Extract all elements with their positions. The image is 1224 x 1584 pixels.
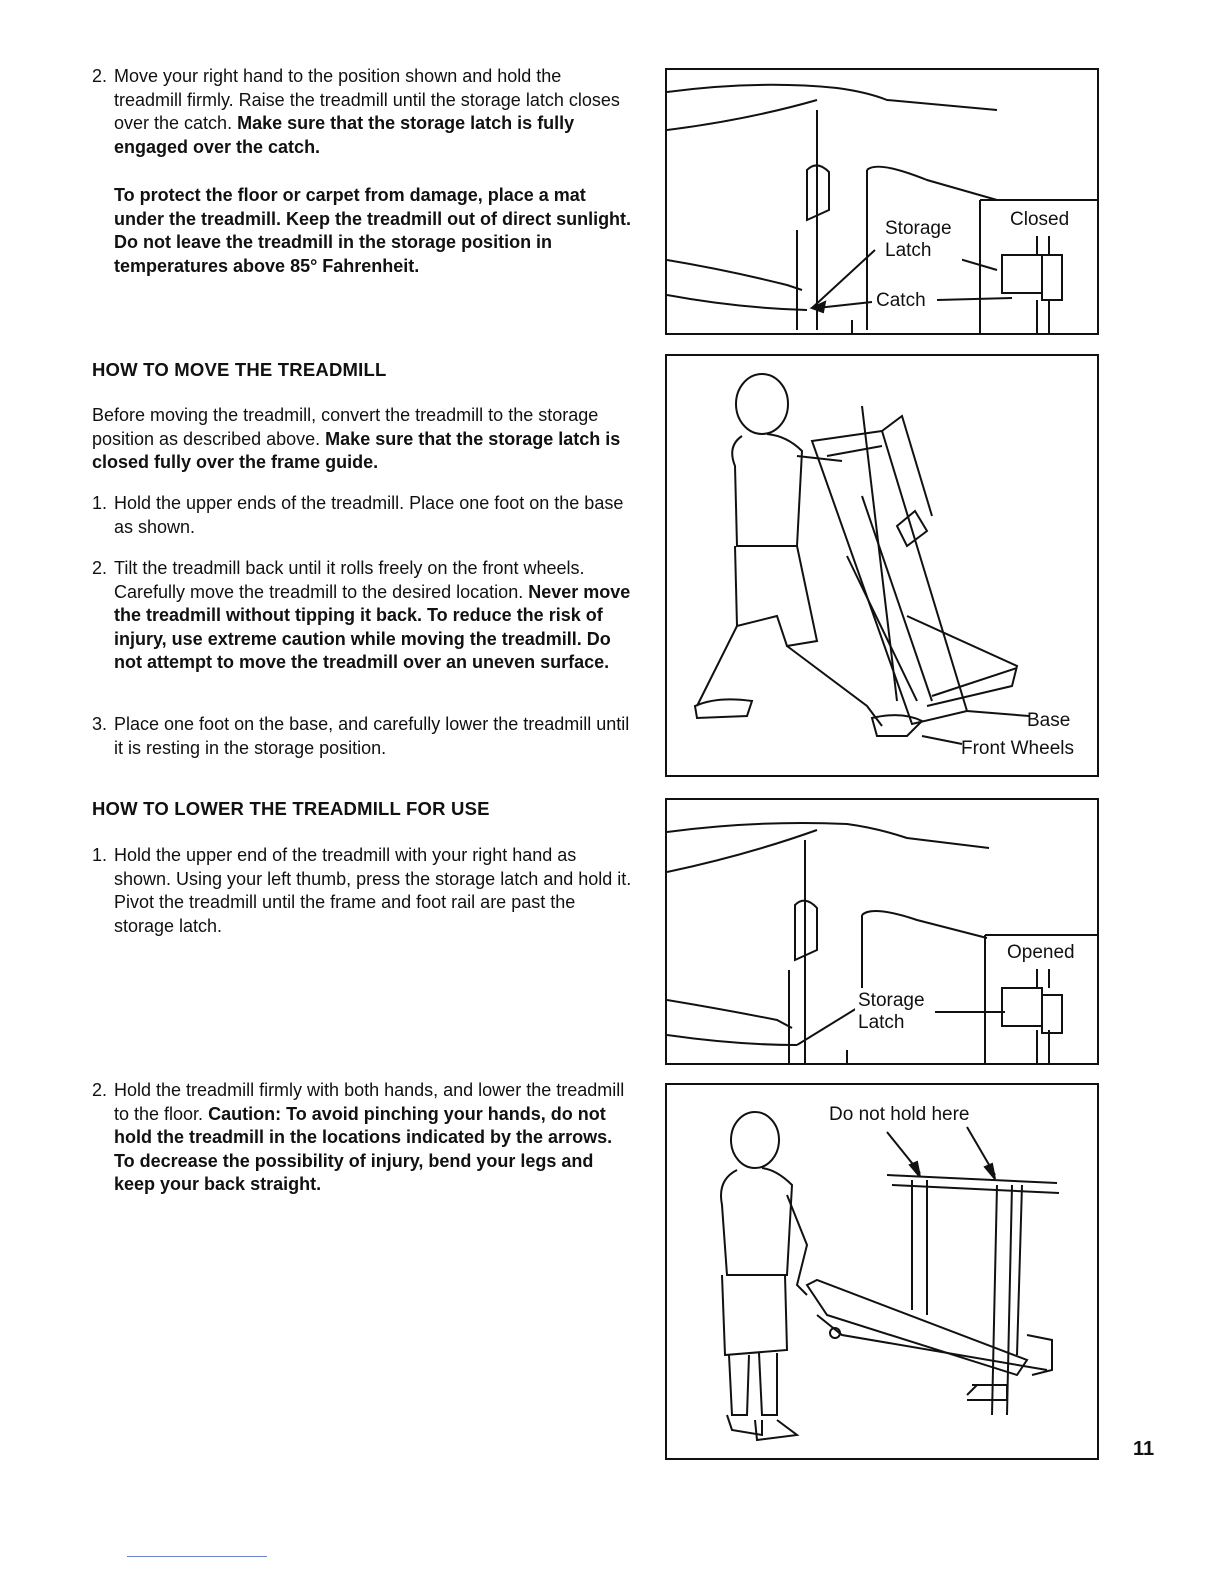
catch-label: Catch [876,290,926,311]
protect-warning [114,184,634,278]
list-item [92,65,632,159]
storage-label: Storage [858,990,925,1011]
list-item: 2. Hold the treadmill firmly with both hands, and lower the treadmill to the floor. Caution: To avoid pinching your hands, do not hold the treadmill in the locations indicated by the arrows. To decrease the possibility of injury, bend your legs and keep your back straight. [92,1080,625,1194]
opened-label: Opened [1007,942,1075,963]
figure-latch-closed [665,68,1099,335]
latch-opened-illustration [667,800,1099,1065]
page-number: 11 [1133,1438,1155,1460]
storage-label: Storage [885,218,952,239]
figure-moving-treadmill [665,354,1099,777]
list-item: 2. Tilt the treadmill back until it rolls freely on the front wheels. Carefully move the treadmill to the desired location. Never move the treadmill without tipping it back. To reduce the risk of injury, use extreme caution while moving the treadmill. Do not attempt to move the treadmill over an uneven surface. [92,558,631,672]
move-intro: Before moving the treadmill, convert the treadmill to the storage position as described above. Make sure that the storage latch is closed fully over the frame guide. [92,405,621,472]
lower-step-1 [92,844,632,938]
move-heading: HOW TO MOVE THE TREADMILL [92,359,387,380]
latch-closed-illustration [667,70,1099,335]
list-item: 1. Hold the upper end of the treadmill with your right hand as shown. Using your left thumb, press the storage latch and hold it. Pivot the treadmill until the frame and foot rail are past the storage latch. [92,845,632,936]
step-text: Move your right hand to the position shown and hold the treadmill firmly. Raise the treadmill until the storage latch closes over the catch. Make sure that the storage latch is fully engaged over the catch. [114,66,620,157]
figure-lowering-treadmill [665,1083,1099,1460]
move-step-2 [92,557,632,675]
figure-latch-opened [665,798,1099,1065]
move-step-3 [92,713,632,760]
step-number: 2. [92,66,108,86]
lower-heading: HOW TO LOWER THE TREADMILL FOR USE [92,798,490,819]
moving-treadmill-illustration [667,356,1099,777]
lowering-treadmill-illustration [667,1085,1099,1460]
base-label: Base [1027,710,1071,731]
storage-step-2 [92,65,632,159]
warning-text: To protect the floor or carpet from damage, place a mat under the treadmill. Keep the treadmill out of direct sunlight. Do not leave the treadmill in the storage position in temperatures above 85° Fahrenheit. [114,185,632,276]
list-item: 3. Place one foot on the base, and carefully lower the treadmill until it is resting in the storage position. [92,714,630,758]
list-item: 1. Hold the upper ends of the treadmill. Place one foot on the base as shown. [92,493,624,537]
do-not-hold-label: Do not hold here [829,1104,970,1125]
lower-step-2 [92,1079,632,1197]
front-wheels-label: Front Wheels [961,738,1074,759]
latch-label: Latch [858,1012,905,1033]
latch-label: Latch [885,240,932,261]
closed-label: Closed [1010,209,1070,230]
footer-rule [127,1556,267,1557]
move-step-1 [92,492,632,539]
